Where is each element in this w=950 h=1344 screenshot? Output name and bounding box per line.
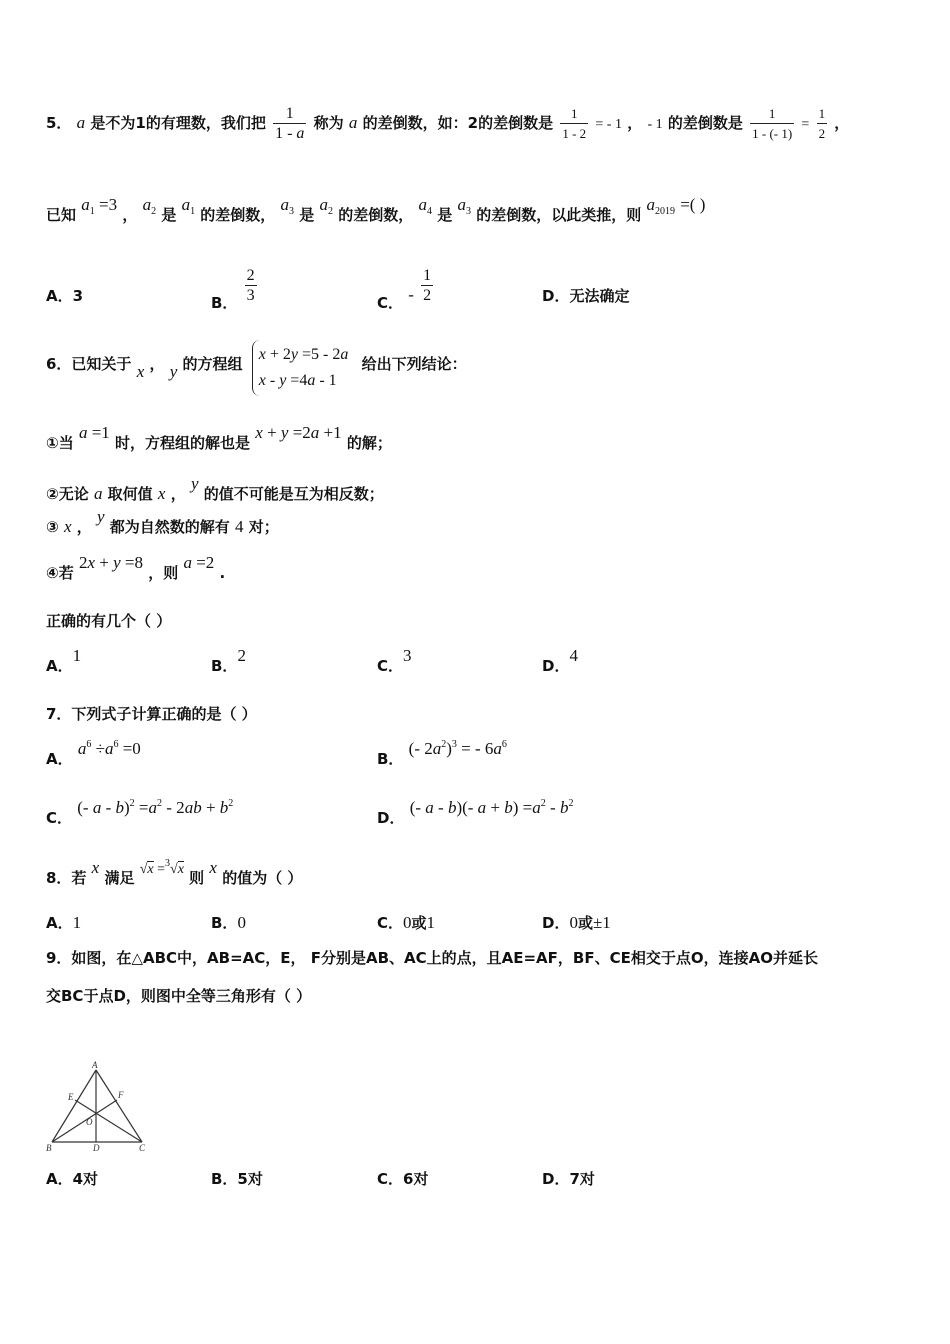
q8-option-b[interactable]: B．0 (211, 913, 246, 932)
root-equation: √x =$^3$√x (139, 858, 184, 877)
q9-stem-line1: 9．如图，在△ABC中，AB=AC，E， F分别是AB、AC上的点，且AE=AF，BF、CE相交于点O，连接AO并延长 (46, 949, 818, 967)
q7-option-a[interactable]: A． $a^6 \div a^6 =0$ (46, 739, 141, 768)
label-c: C (139, 1143, 146, 1153)
q6-option-d[interactable]: D．4 (542, 646, 578, 675)
q8-stem: 8．若 x 满足 √x =$^3$√x 则 x 的值为（ ） (46, 858, 303, 887)
q6-statement-4: ④若 2x + y =8 ，则 a =2 . (46, 553, 226, 582)
q6-statement-1: ①当 a =1 时，方程组的解也是 x + y =2a +1 的解； (46, 423, 392, 452)
q5-option-a[interactable]: A．3 (46, 287, 84, 305)
q6-question: 正确的有几个（ ） (46, 612, 172, 630)
q6-statement-3: ③ x ， y 都为自然数的解有 4 对； (46, 507, 279, 536)
q6-option-a[interactable]: A．1 (46, 646, 82, 675)
q7-stem: 7．下列式子计算正确的是（ ） (46, 705, 257, 723)
q6-option-c[interactable]: C．3 (377, 646, 412, 675)
fraction-example-2: $\frac{1}{1 - (- 1)}$ (752, 106, 793, 141)
q6-stem: 6．已知关于 x ， y 的方程组 x + 2y =5 - 2a x - y =4a - 1 给出下列结论： (46, 340, 467, 396)
label-o: O (86, 1117, 93, 1127)
q8-option-a[interactable]: A．1 (46, 913, 82, 932)
q6-option-b[interactable]: B．2 (211, 646, 246, 675)
label-b: B (46, 1143, 52, 1153)
q5-option-b[interactable]: B． $\frac{2}{3}$ (211, 267, 255, 312)
label-e: E (68, 1092, 74, 1102)
label-f: F (118, 1090, 124, 1100)
fraction-example-1: $\frac{1}{1 - 2}$ (562, 106, 587, 141)
q7-option-d[interactable]: D． (- a - b)(- $a + b) =a^2 - b^2$ (377, 798, 574, 827)
q5-option-d[interactable]: D．无法确定 (542, 287, 630, 305)
q5-number: 5． (46, 114, 72, 132)
q7-option-c[interactable]: C． (- $a - b)^2 =a^2 - 2ab + b^2$ (46, 798, 234, 827)
var-a: a (76, 113, 86, 132)
q9-option-c[interactable]: C．6对 (377, 1170, 429, 1188)
q8-option-c[interactable]: C．0或1 (377, 913, 436, 932)
q7-option-b[interactable]: B． (- $2a^2)^3$ = - $6a^6$ (377, 739, 507, 768)
q9-stem-line2: 交BC于点D，则图中全等三角形有（ ） (46, 987, 312, 1005)
q8-option-d[interactable]: D．0或±1 (542, 913, 611, 932)
q5-option-c[interactable]: C． - $\frac{1}{2}$ (377, 267, 432, 312)
label-d: D (93, 1143, 100, 1153)
segment-ab (52, 1070, 96, 1142)
q9-option-d[interactable]: D．7对 (542, 1170, 595, 1188)
triangle-figure (44, 1058, 154, 1158)
q5-line2: 已知 $a_1 =3$ ， $a_2$ 是 $a_1$ 的差倒数， $a_3$ 是 $a_2$ 的差倒数， $a_4$ 是 $a_3$ 的差倒数，以此类推，则 $a_{2019}$ =( ) (46, 195, 706, 224)
label-a: A (92, 1060, 98, 1070)
q5-line1: 5． a 是不为1的有理数，我们把 $\frac{1}{1 - a}$ 称为 a 的差倒数，如：2的差倒数是 $\frac{1}{1 - 2}$ = - 1 ， - 1 的差倒数是 $\frac{1}{1 - (- 1)}$ = $\frac{1}{2}$ ， (46, 105, 850, 142)
q6-statement-2: ②无论 a 取何值 x ， y 的值不可能是互为相反数； (46, 474, 384, 503)
fraction-def: $\frac{1}{1 - a}$ (275, 105, 305, 142)
answer-paren: =( ) (680, 195, 706, 214)
equation-system: x + 2y =5 - 2a x - y =4a - 1 (252, 340, 353, 396)
segment-ac (96, 1070, 142, 1142)
q9-option-b[interactable]: B．5对 (211, 1170, 263, 1188)
q9-option-a[interactable]: A．4对 (46, 1170, 99, 1188)
formula-a1-equals-3: $a_1 =3$ (81, 195, 118, 217)
